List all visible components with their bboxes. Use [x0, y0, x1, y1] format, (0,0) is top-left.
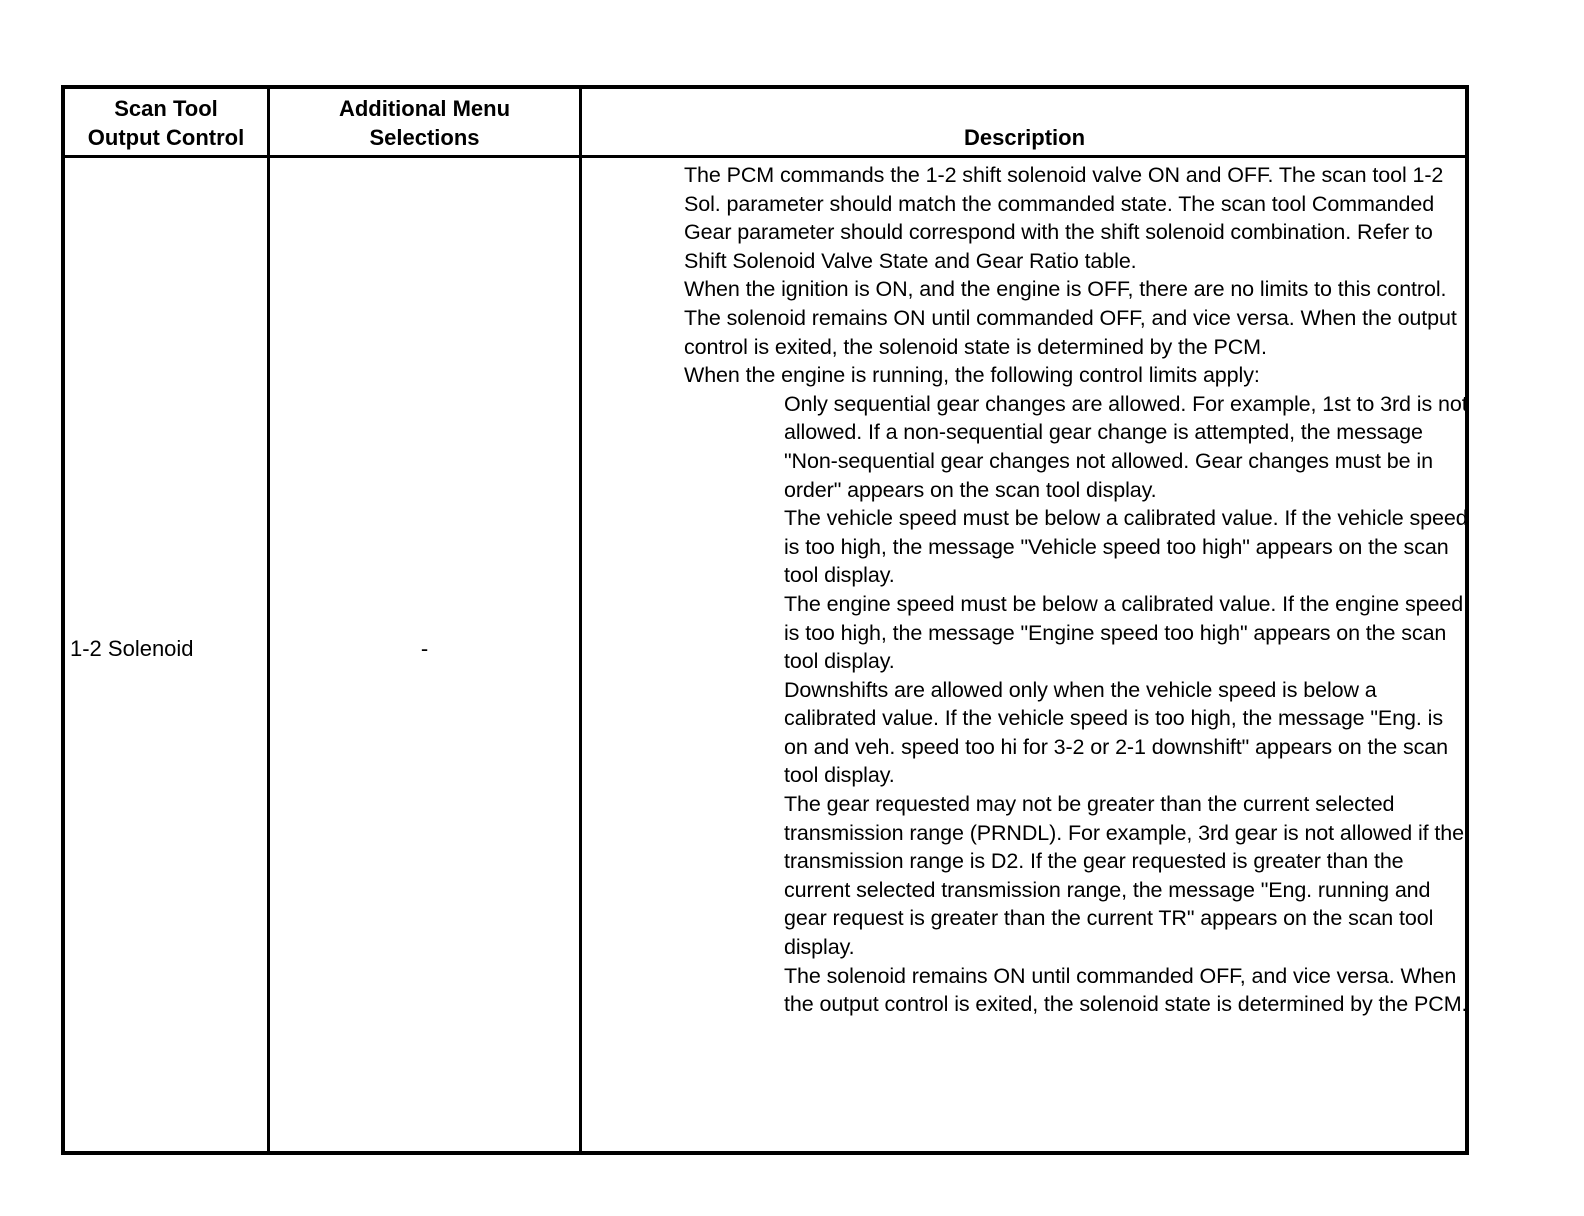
control-limit-item: The engine speed must be below a calibrated value. If the engine speed is too high, the message "Engine speed too high" appears on the scan tool display. — [784, 591, 1464, 674]
menu-selection-value: - — [420, 636, 429, 661]
description-cell — [684, 161, 1469, 1019]
control-limit-item: The solenoid remains ON until commanded OFF, and vice versa. When the output control is exited, the solenoid state is determined by the PCM. — [784, 963, 1468, 1017]
control-limit-item: Only sequential gear changes are allowed. For example, 1st to 3rd is not allowed. If a non-sequential gear change is attempted, the message "Non-sequential gear changes not allowed. Gear changes must be in order" appears on the scan tool display. — [784, 391, 1468, 502]
header-line: Additional Menu — [338, 96, 511, 121]
header-divider — [65, 155, 1465, 158]
output-control-name: 1-2 Solenoid — [70, 636, 194, 661]
description-paragraph: The PCM commands the 1-2 shift solenoid valve ON and OFF. The scan tool 1-2 Sol. parameter should match the commanded state. The scan tool Commanded Gear parameter should correspond with the shift solenoid combination. Refer to Shift Solenoid Valve State and Gear Ratio table. — [684, 163, 1444, 273]
control-limit-item: The gear requested may not be greater than the current selected transmission range (PRNDL). For example, 3rd gear is not allowed if the transmission range is D2. If the gear requested is greater than the current selected transmission range, the message "Eng. running and gear request is greater than the current TR" appears on the scan tool display. — [784, 792, 1464, 960]
column-divider — [579, 89, 582, 1151]
header-scan-tool-output-control — [65, 94, 267, 152]
header-line: Scan Tool — [114, 96, 218, 121]
header-line: Description — [963, 125, 1086, 150]
control-limit-item: The vehicle speed must be below a calibrated value. If the vehicle speed is too high, the message "Vehicle speed too high" appears on the scan tool display. — [784, 506, 1468, 588]
description-paragraph: When the ignition is ON, and the engine is OFF, there are no limits to this control. The solenoid remains ON until commanded OFF, and vice versa. When the output control is exited, the solenoid state is determined by the PCM. — [684, 277, 1457, 359]
header-description — [582, 123, 1467, 152]
output-control-table — [61, 85, 1469, 1155]
header-line: Selections — [369, 125, 480, 150]
header-additional-menu-selections — [270, 94, 579, 152]
control-limit-item: Downshifts are allowed only when the vehicle speed is below a calibrated value. If the vehicle speed is too high, the message "Eng. is on and veh. speed too hi for 3-2 or 2-1 downshift" appears on the scan tool display. — [784, 677, 1448, 788]
description-paragraph: When the engine is running, the following control limits apply: — [684, 363, 1260, 388]
header-line: Output Control — [87, 125, 245, 150]
column-divider — [267, 89, 270, 1151]
